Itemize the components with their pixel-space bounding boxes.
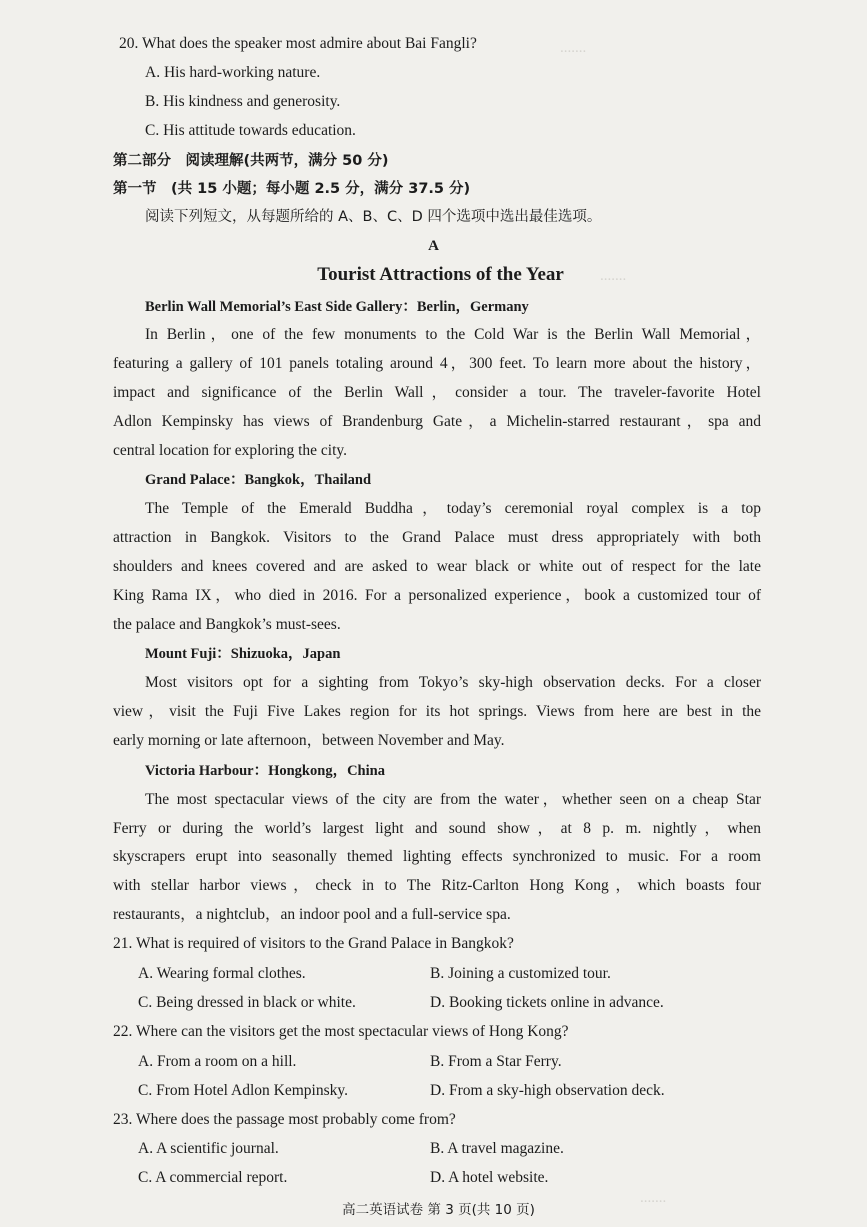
instructions: 阅读下列短文，从每题所给的 A、B、C、D 四个选项中选出最佳选项。 bbox=[145, 209, 602, 225]
berlin-line: Adlon Kempinsky has views of Brandenburg Gate，a Michelin-starred restaurant，spa and bbox=[113, 413, 761, 430]
victoria-line: restaurants，a nightclub，an indoor pool and a full-service spa. bbox=[113, 906, 511, 923]
bangkok-line: King Rama IX，who died in 2016. For a personalized experience，book a customized tour of bbox=[113, 587, 761, 604]
victoria-heading: Victoria Harbour：Hongkong，China bbox=[145, 763, 385, 779]
fuji-line: Most visitors opt for a sighting from Tokyo’s sky-high observation decks. For a closer bbox=[145, 674, 761, 691]
section1-heading: 第一节 (共 15 小题；每小题 2.5 分，满分 37.5 分) bbox=[113, 181, 471, 197]
q21-stem: 21. What is required of visitors to the Grand Palace in Bangkok? bbox=[113, 935, 514, 952]
q23-option-b: B. A travel magazine. bbox=[430, 1140, 564, 1157]
berlin-heading: Berlin Wall Memorial’s East Side Gallery：Berlin，Germany bbox=[145, 299, 529, 315]
victoria-line: skyscrapers erupt into seasonally themed lighting effects synchronized to music. For a room bbox=[113, 848, 761, 865]
berlin-line: central location for exploring the city. bbox=[113, 442, 347, 459]
q21-option-c: C. Being dressed in black or white. bbox=[138, 994, 356, 1011]
q20-stem: 20. What does the speaker most admire about Bai Fangli? bbox=[119, 35, 477, 52]
victoria-line: The most spectacular views of the city are from the water，whether seen on a cheap Star bbox=[145, 791, 761, 808]
exam-page: ....... ....... ....... 20. What does the speaker most admire about Bai Fangli? A. His hard-working nature. B. His kindness and generosity. C. His attitude towards education. 第二部分 阅读理解(共两节，满分 50 分) 第一节 (共 15 小题；每小题 2.5 分，满分 37.5 分) 阅读下列短文，从每题所给的 A、B、C、D 四个选项中选出最佳选项。 A Tourist Attractions of the Year Berlin Wall Memorial’s East Side Gallery：Berlin，Germany In Berlin，one of the few monuments to the Cold War is the Berlin Wall Memorial， featuring a gallery of 101 panels totaling around 4，300 feet. To learn more about the history， impact and significance of the Berlin Wall，consider a tour. The traveler-favorite Hotel Adlon Kempinsky has views of Brandenburg Gate，a Michelin-starred restaurant，spa and central location for exploring the city. Grand Palace：Bangkok，Thailand The Temple of the Emerald Buddha，today’s ceremonial royal complex is a top attraction in Bangkok. Visitors to the Grand Palace must dress appropriately with both shoulders and knees covered and are asked to wear black or white out of respect for the late King Rama IX，who died in 2016. For a personalized experience，book a customized tour of the palace and Bangkok’s must-sees. Mount Fuji：Shizuoka，Japan Most visitors opt for a sighting from Tokyo’s sky-high observation decks. For a closer view，visit the Fuji Five Lakes region for its hot springs. Views from here are best in the early morning or late afternoon，between November and May. Victoria Harbour：Hongkong，China The most spectacular views of the city are from the water，whether seen on a cheap Star Ferry or during the world’s largest light and sound show，at 8 p. m. nightly，when skyscrapers erupt into seasonally themed lighting effects synchronized to music. For a room with stellar harbor views，check in to The Ritz-Carlton Hong Kong，which boasts four restaurants，a nightclub，an indoor pool and a full-service spa. 21. What is required of visitors to the Grand Palace in Bangkok? A. Wearing formal clothes. B. Joining a customized tour. C. Being dressed in black or white. D. Booking tickets online in advance. 22. Where can the visitors get the most spectacular views of Hong Kong? A. From a room on a hill. B. From a Star Ferry. C. From Hotel Adlon Kempinsky. D. From a sky-high observation deck. 23. Where does the passage most probably come from? A. A scientific journal. B. A travel magazine. C. A commercial report. D. A hotel website. 高二英语试卷 第 3 页(共 10 页) bbox=[0, 0, 867, 1227]
q23-stem: 23. Where does the passage most probably come from? bbox=[113, 1111, 456, 1128]
victoria-line: Ferry or during the world’s largest light and sound show，at 8 p. m. nightly，when bbox=[113, 820, 761, 837]
victoria-line: with stellar harbor views，check in to The Ritz-Carlton Hong Kong，which boasts four bbox=[113, 877, 761, 894]
q22-stem: 22. Where can the visitors get the most spectacular views of Hong Kong? bbox=[113, 1023, 569, 1040]
bangkok-line: The Temple of the Emerald Buddha，today’s ceremonial royal complex is a top bbox=[145, 500, 761, 517]
bangkok-line: attraction in Bangkok. Visitors to the Grand Palace must dress appropriately with both bbox=[113, 529, 761, 546]
q20-option-b: B. His kindness and generosity. bbox=[145, 93, 341, 110]
q20-option-c: C. His attitude towards education. bbox=[145, 122, 356, 139]
q21-option-d: D. Booking tickets online in advance. bbox=[430, 994, 664, 1011]
q21-option-b: B. Joining a customized tour. bbox=[430, 965, 611, 982]
part2-heading: 第二部分 阅读理解(共两节，满分 50 分) bbox=[113, 153, 389, 169]
bangkok-heading: Grand Palace：Bangkok，Thailand bbox=[145, 472, 372, 488]
passage-letter: A bbox=[428, 238, 439, 254]
q22-option-b: B. From a Star Ferry. bbox=[430, 1053, 562, 1070]
q23-option-d: D. A hotel website. bbox=[430, 1169, 549, 1186]
fuji-line: view，visit the Fuji Five Lakes region for its hot springs. Views from here are best in the bbox=[113, 703, 761, 720]
q21-option-a: A. Wearing formal clothes. bbox=[138, 965, 306, 982]
fuji-heading: Mount Fuji：Shizuoka，Japan bbox=[145, 646, 341, 662]
bangkok-line: the palace and Bangkok’s must-sees. bbox=[113, 616, 341, 633]
q23-option-a: A. A scientific journal. bbox=[138, 1140, 279, 1157]
page-footer: 高二英语试卷 第 3 页(共 10 页) bbox=[342, 1202, 535, 1218]
berlin-line: impact and significance of the Berlin Wall，consider a tour. The traveler-favorite Hotel bbox=[113, 384, 761, 401]
passage-title: Tourist Attractions of the Year bbox=[317, 264, 564, 285]
berlin-line: featuring a gallery of 101 panels totaling around 4，300 feet. To learn more about the history， bbox=[113, 355, 761, 372]
q22-option-d: D. From a sky-high observation deck. bbox=[430, 1082, 665, 1099]
q22-option-c: C. From Hotel Adlon Kempinsky. bbox=[138, 1082, 348, 1099]
q22-option-a: A. From a room on a hill. bbox=[138, 1053, 297, 1070]
q23-option-c: C. A commercial report. bbox=[138, 1169, 288, 1186]
berlin-line: In Berlin，one of the few monuments to the Cold War is the Berlin Wall Memorial， bbox=[145, 326, 761, 343]
q20-option-a: A. His hard-working nature. bbox=[145, 64, 321, 81]
bangkok-line: shoulders and knees covered and are asked to wear black or white out of respect for the late bbox=[113, 558, 761, 575]
fuji-line: early morning or late afternoon，between November and May. bbox=[113, 732, 505, 749]
